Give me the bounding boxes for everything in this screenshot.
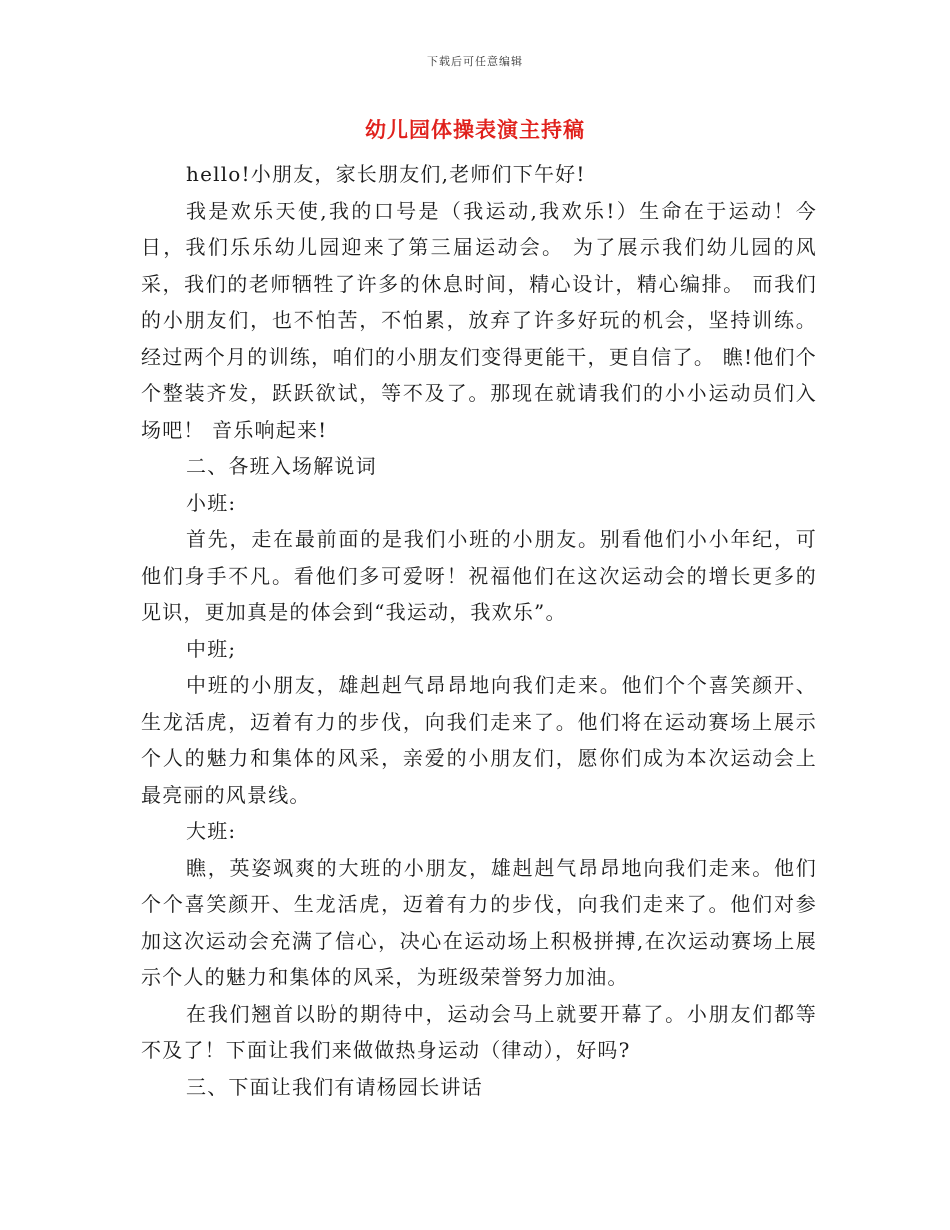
class-label-middle: 中班; xyxy=(186,636,237,661)
section-heading-entrance: 二、各班入场解说词 xyxy=(186,454,377,478)
class-label-small: 小班: xyxy=(186,490,237,515)
paragraph-warmup: 在我们翘首以盼的期待中，运动会马上就要开幕了。小朋友们都等不及了！下面让我们来做做热身运动（律动），好吗? xyxy=(141,1001,817,1062)
section-heading-speech: 三、下面让我们有请杨园长讲话 xyxy=(186,1074,483,1099)
paragraph-greeting: hello!小朋友，家长朋友们,老师们下午好! xyxy=(186,162,586,186)
document-title: 幼儿园体操表演主持稿 xyxy=(365,117,585,142)
document-body xyxy=(141,156,817,1105)
paragraph-intro: 我是欢乐天使,我的口号是（我运动,我欢乐!）生命在于运动！今日，我们乐乐幼儿园迎来了第三届运动会。 为了展示我们幼儿园的风采，我们的老师牺牲了许多的休息时间，精心设计，精心编排。 而我们的小朋友们，也不怕苦，不怕累，放弃了许多好玩的机会，坚持训练。经过两个月的训练，咱们的小朋友们变得更能干，更自信了。 瞧!他们个个整装齐发，跃跃欲试，等不及了。那现在就请我们的小小运动员们入场吧！ 音乐响起来! xyxy=(141,198,817,442)
paragraph-small-class: 首先，走在最前面的是我们小班的小朋友。别看他们小小年纪，可他们身手不凡。看他们多可爱呀！祝福他们在这次运动会的增长更多的见识，更加真是的体会到“我运动，我欢乐”。 xyxy=(141,527,817,624)
class-label-large: 大班: xyxy=(186,819,237,843)
header-note: 下载后可任意编辑 xyxy=(427,55,523,68)
paragraph-middle-class: 中班的小朋友，雄赳赳气昂昂地向我们走来。他们个个喜笑颜开、生龙活虎，迈着有力的步伐，向我们走来了。他们将在运动赛场上展示个人的魅力和集体的风采，亲爱的小朋友们，愿你们成为本次运动会上最亮丽的风景线。 xyxy=(141,673,817,807)
paragraph-large-class: 瞧，英姿飒爽的大班的小朋友，雄赳赳气昂昂地向我们走来。他们个个喜笑颜开、生龙活虎，迈着有力的步伐，向我们走来了。他们对参加这次运动会充满了信心，决心在运动场上积极拼搏,在次运动赛场上展示个人的魅力和集体的风采，为班级荣誉努力加油。 xyxy=(141,855,817,989)
